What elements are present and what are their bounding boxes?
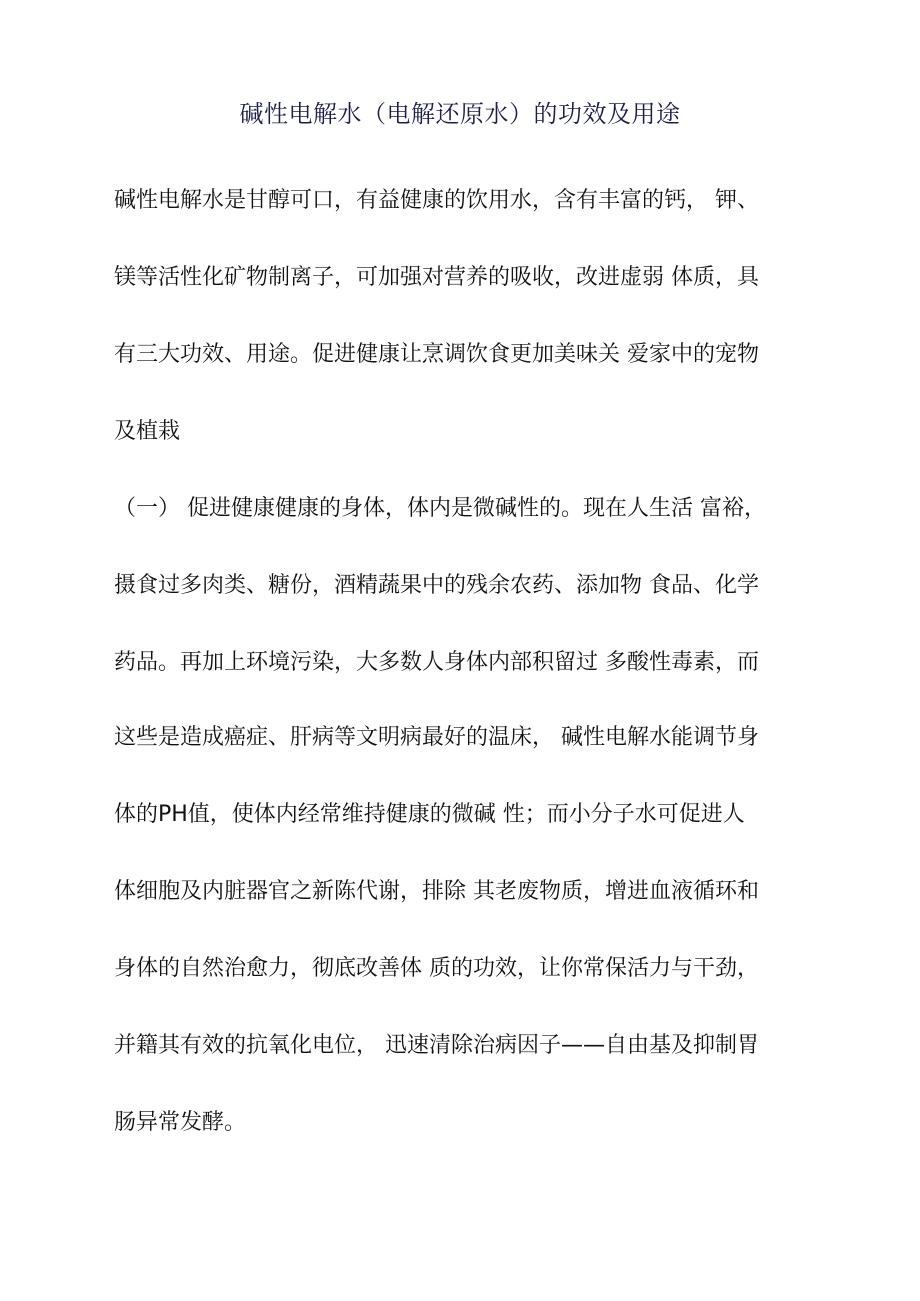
paragraph-line: 镁等活性化矿物制离子，可加强对营养的吸收，改进虚弱 体质，具 xyxy=(114,265,759,290)
paragraph-line: 体细胞及内脏器官之新陈代谢，排除 其老废物质，增进血液循环和 xyxy=(114,879,759,904)
paragraph-line: 身体的自然治愈力，彻底改善体 质的功效，让你常保活力与干劲， xyxy=(114,956,759,981)
paragraph-line: 碱性电解水是甘醇可口，有益健康的饮用水，含有丰富的钙， 钾、 xyxy=(114,188,759,213)
paragraph-line: 药品。再加上环境污染，大多数人身体内部积留过 多酸性毒素，而 xyxy=(114,650,759,675)
paragraph-line: 及植栽 xyxy=(114,419,181,444)
paragraph-line: 体的PH值，使体内经常维持健康的微碱 性；而小分子水可促进人 xyxy=(114,802,745,827)
paragraph-line: 肠异常发酵。 xyxy=(114,1110,247,1135)
section-heading-line: （一） 促进健康健康的身体，体内是微碱性的。现在人生活 富裕， xyxy=(114,496,766,521)
paragraph-line: 并籍其有效的抗氧化电位， 迅速清除治病因子——自由基及抑制胃 xyxy=(114,1033,759,1058)
paragraph-line: 这些是造成癌症、肝病等文明病最好的温床， 碱性电解水能调节身 xyxy=(114,725,759,750)
paragraph-line: 摄食过多肉类、糖份，酒精蔬果中的残余农药、添加物 食品、化学 xyxy=(114,573,759,598)
paragraph-line: 有三大功效、用途。促进健康让烹调饮食更加美味关 爱家中的宠物 xyxy=(114,342,759,367)
document-title: 碱性电解水（电解还原水）的功效及用途 xyxy=(239,100,681,128)
